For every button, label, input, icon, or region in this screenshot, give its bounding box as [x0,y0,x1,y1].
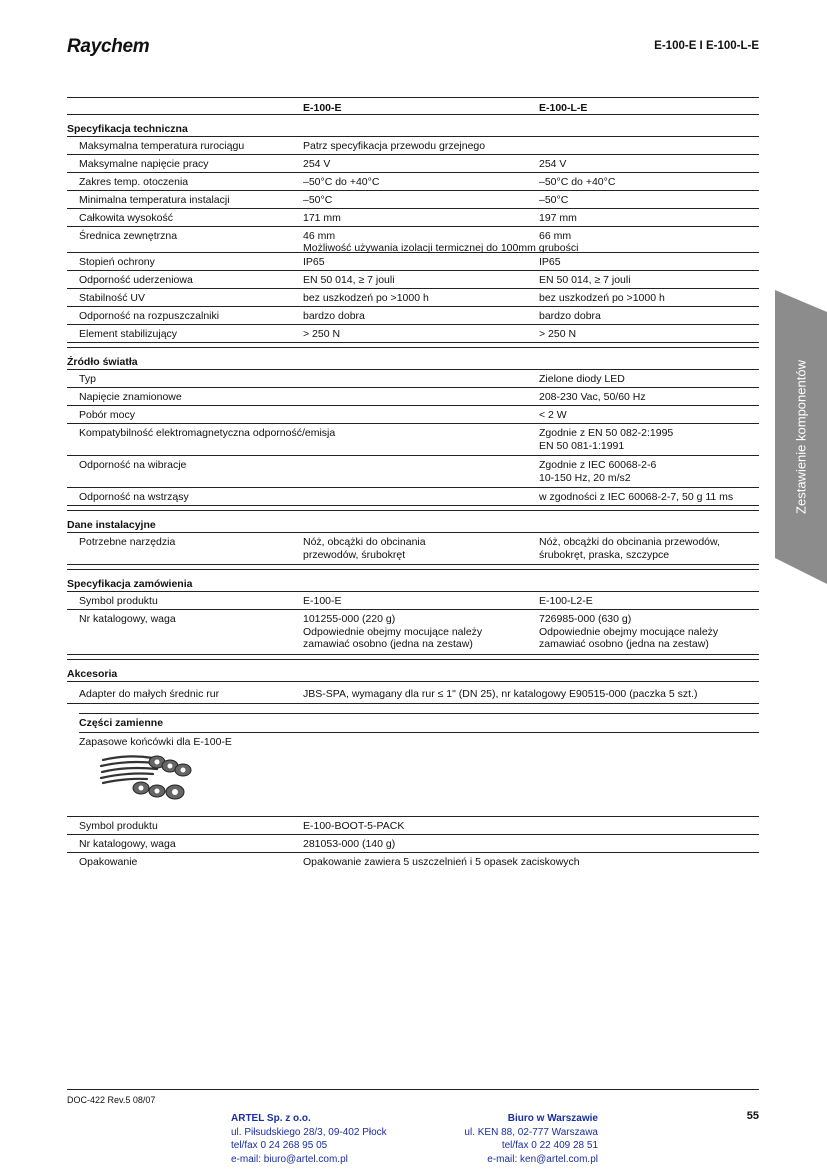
row-label: Kompatybilność elektromagnetyczna odporność/emisja [79,427,336,439]
table-row [67,456,759,488]
footer-divider [67,1089,759,1090]
table-row [67,325,759,343]
row-value-e100e: bardzo dobra [303,310,365,322]
row-value-e100e: > 250 N [303,328,341,340]
row-label: Symbol produktu [79,820,158,832]
row-value-e100e: 46 mm [303,230,336,242]
table-row [67,191,759,209]
row-label: Całkowita wysokość [79,212,173,224]
side-section-tab [775,290,827,584]
row-value-packaging: Opakowanie zawiera 5 uszczelnień i 5 opasek zaciskowych [303,856,580,868]
table-row [67,533,759,565]
row-value-e100le: EN 50 014, ≥ 7 jouli [539,274,631,286]
row-value-e100le: 254 V [539,158,567,170]
table-row [67,289,759,307]
table-row [67,682,759,704]
table-header-row [67,97,759,115]
spare-boots-image [97,750,197,806]
footer-address-plock [231,1112,387,1166]
table-row [67,253,759,271]
row-value-e100e: E-100-E [303,595,342,607]
row-value-e100le: –50°C [539,194,569,206]
row-value-e100e: 254 V [303,158,331,170]
row-value-e100le: < 2 W [539,409,567,421]
table-row [67,155,759,173]
row-label: Element stabilizujący [79,328,178,340]
row-label: Minimalna temperatura instalacji [79,194,230,206]
row-value-e100e: –50°C do +40°C [303,176,380,188]
section-header [67,115,759,137]
spec-table [67,97,759,870]
doc-reference: DOC-422 Rev.5 08/07 [67,1095,156,1105]
row-label: Symbol produktu [79,595,158,607]
row-value-e100le: bardzo dobra [539,310,601,322]
row-label: Stabilność UV [79,292,145,304]
row-value-e100e: EN 50 014, ≥ 7 jouli [303,274,395,286]
row-label: Nr katalogowy, waga [79,838,176,850]
row-label: Typ [79,373,96,385]
row-value-e100le: Zielone diody LED [539,373,625,385]
table-row [67,370,759,388]
row-label: Pobór mocy [79,409,136,421]
address-line: ul. Piłsudskiego 28/3, 09-402 Płock [231,1126,387,1138]
row-label: Adapter do małych średnic rur [79,688,220,700]
table-row [67,307,759,325]
row-value-e100e: bez uszkodzeń po >1000 h [303,292,429,304]
row-value-e100le: Zgodnie z IEC 60068-2-6 10-150 Hz, 20 m/s2 [539,459,657,484]
col-header-e100le: E-100-L-E [539,102,588,114]
row-value-e100e: IP65 [303,256,325,268]
section-header [79,713,759,733]
section-header [67,569,759,592]
row-value-e100e: 171 mm [303,212,341,224]
row-value-e100le: E-100-L2-E [539,595,593,607]
row-label: Odporność na wibracje [79,459,187,471]
section-title: Źródło światła [67,356,138,368]
row-label: Zakres temp. otoczenia [79,176,189,188]
row-value-e100le: 197 mm [539,212,577,224]
col-header-e100e: E-100-E [303,102,342,114]
company-name: ARTEL Sp. z o.o. [231,1113,311,1124]
row-label: Potrzebne narzędzia [79,536,176,548]
table-row [67,137,759,155]
address-line: ul. KEN 88, 02-777 Warszawa [464,1126,598,1138]
row-label: Nr katalogowy, waga [79,613,176,625]
table-row [67,424,759,456]
row-label: Stopień ochrony [79,256,155,268]
row-label: Średnica zewnętrzna [79,230,178,242]
table-row [67,835,759,853]
office-name: Biuro w Warszawie [507,1113,598,1124]
row-value-e100le: 208-230 Vac, 50/60 Hz [539,391,646,403]
table-row [67,173,759,191]
row-value-e100le: > 250 N [539,328,577,340]
table-row [67,209,759,227]
row-value-e100e: 101255-000 (220 g) Odpowiednie obejmy mocujące należy zamawiać osobno (jedna na zestaw) [303,613,483,650]
row-label: Odporność uderzeniowa [79,274,193,286]
row-value-e100le: –50°C do +40°C [539,176,616,188]
table-row [67,853,759,870]
row-value-e100le: Nóż, obcążki do obcinania przewodów, śrubokręt, praska, szczypce [539,536,720,561]
table-row [67,817,759,835]
product-code-header: E-100-E I E-100-L-E [654,40,759,52]
section-title: Akcesoria [67,668,118,680]
row-value-e100e: 281053-000 (140 g) [303,838,396,850]
row-value-e100e: Patrz specyfikacja przewodu grzejnego [303,140,486,152]
section-title: Części zamienne [79,717,164,729]
table-row [67,592,759,610]
section-title: Specyfikacja zamówienia [67,578,193,590]
row-value-e100le: 726985-000 (630 g) Odpowiednie obejmy mocujące należy zamawiać osobno (jedna na zestaw) [539,613,719,650]
row-label: Maksymalne napięcie pracy [79,158,209,170]
diameter-note: Możliwość używania izolacji termicznej do 100mm grubości [303,242,579,254]
email-link[interactable]: e-mail: ken@artel.com.pl [487,1153,598,1165]
row-value-e100e: Nóż, obcążki do obcinania przewodów, śrubokręt [303,536,426,561]
row-value-e100e: –50°C [303,194,333,206]
section-title: Specyfikacja techniczna [67,123,188,135]
email-link[interactable]: e-mail: biuro@artel.com.pl [231,1153,348,1165]
section-title: Dane instalacyjne [67,519,156,531]
row-value-e100le: Zgodnie z EN 50 082-2:1995 EN 50 081-1:1991 [539,427,674,452]
raychem-logo: Raychem [67,36,150,57]
row-value-e100le: 66 mm [539,230,572,242]
footer-address-warsaw [464,1112,598,1166]
row-value-e100le: bez uszkodzeń po >1000 h [539,292,665,304]
section-header [67,347,759,370]
row-value-e100le: w zgodności z IEC 60068-2-7, 50 g 11 ms [539,491,734,503]
row-label: Napięcie znamionowe [79,391,182,403]
section-header [67,510,759,533]
table-row [67,227,759,253]
table-row [67,388,759,406]
table-row [67,271,759,289]
row-label: Maksymalna temperatura rurociągu [79,140,245,152]
table-row [67,406,759,424]
row-value-e100e: E-100-BOOT-5-PACK [303,820,405,832]
row-label: Odporność na wstrząsy [79,491,189,503]
section-header [67,659,759,682]
table-row [67,488,759,506]
page-number: 55 [746,1110,759,1122]
row-value-adapter: JBS-SPA, wymagany dla rur ≤ 1" (DN 25), nr katalogowy E90515-000 (paczka 5 szt.) [303,688,698,700]
row-label: Opakowanie [79,856,138,868]
table-row [67,610,759,655]
row-label: Zapasowe końcówki dla E-100-E [79,736,232,748]
side-tab-label: Zestawienie komponentów [793,360,809,514]
row-label: Odporność na rozpuszczalniki [79,310,220,322]
phone-line: tel/fax 0 24 268 95 05 [231,1140,328,1151]
row-value-e100le: IP65 [539,256,561,268]
table-row [67,733,759,817]
phone-line: tel/fax 0 22 409 28 51 [501,1140,598,1151]
